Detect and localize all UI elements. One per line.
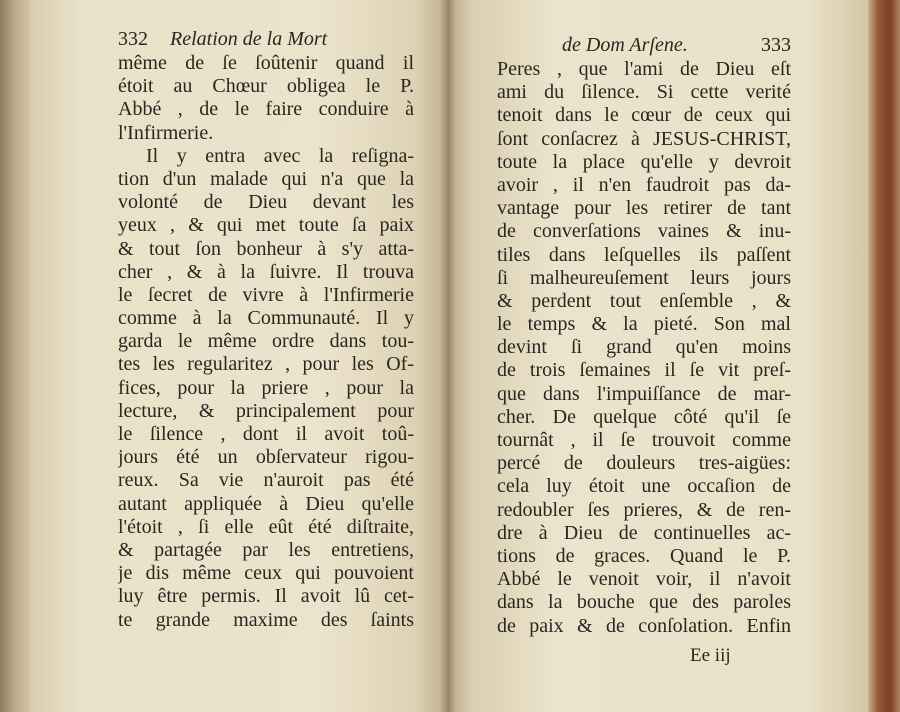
text-line: ſi malheureuſement leurs jours [497, 266, 791, 289]
text-line: tes les regularitez , pour les Of- [118, 353, 414, 376]
text-line: tournât , il ſe trouvoit comme [497, 429, 791, 451]
text-line: redoubler ſes prieres, & de ren- [497, 498, 791, 521]
text-line: cela luy étoit une occaſion de [497, 475, 791, 498]
text-line: volonté de Dieu devant les [118, 191, 414, 214]
left-page-text [118, 26, 414, 632]
left-running-head [118, 26, 414, 52]
text-line: Il y entra avec la reſigna- [146, 144, 414, 167]
text-line: jours été un obſervateur rigou- [118, 446, 414, 469]
page-number: 333 [761, 34, 791, 56]
text-line: toute la place qu'elle y devroit [497, 150, 791, 173]
text-line: vantage pour les retirer de tant [497, 197, 791, 220]
text-line: reux. Sa vie n'auroit pas été [118, 469, 414, 492]
text-line: devint ſi grand qu'en moins [497, 336, 791, 359]
text-line: l'étoit , ſi elle eût été diſtraite, [118, 515, 414, 538]
text-line: tions de graces. Quand le P. [497, 544, 791, 567]
text-line: & partagée par les entretiens, [118, 538, 414, 561]
text-line: percé de douleurs tres-aigües: [497, 452, 791, 475]
book-gutter [440, 0, 456, 712]
text-line: fices, pour la priere , pour la [118, 376, 414, 399]
signature-mark: Ee iij [690, 645, 731, 666]
text-line: dans la bouche que des paroles [497, 591, 791, 614]
right-running-head [497, 32, 791, 58]
text-line: dre à Dieu de continuelles ac- [497, 521, 791, 544]
running-head-title: Relation de la Mort [170, 28, 328, 50]
text-line: le temps & la pieté. Son mal [497, 313, 791, 336]
text-line: même de ſe ſoûtenir quand il [118, 52, 414, 74]
text-line: tenoit dans le cœur de ceux qui [497, 104, 791, 127]
text-line: autant appliquée à Dieu qu'elle [118, 492, 414, 515]
text-line: tion d'un malade qui n'a que la [118, 167, 414, 190]
text-line: je dis même ceux qui pouvoient [118, 562, 414, 585]
running-head-title: de Dom Arſene. [562, 34, 688, 56]
text-line: avoir , il n'en faudroit pas da- [497, 173, 791, 196]
text-line: & perdent tout enſemble , & [497, 289, 791, 312]
text-line: cher , & à la ſuivre. Il trouva [118, 260, 414, 283]
text-line: tiles dans leſquelles ils paſſent [497, 243, 791, 266]
text-line: lecture, & principalement pour [118, 399, 414, 422]
text-line: que dans l'impuiſſance de mar- [497, 382, 791, 405]
text-line: de converſations vaines & inu- [497, 220, 791, 243]
text-line: de trois ſemaines il ſe vit preſ- [497, 359, 791, 382]
right-page-text [497, 32, 791, 638]
text-line: yeux , & qui met toute ſa paix [118, 214, 414, 237]
text-line: & tout ſon bonheur à s'y atta- [118, 237, 414, 260]
text-line: ſont conſacrez à JESUS-CHRIST, [497, 127, 791, 150]
book-edge-left [0, 0, 34, 712]
text-line: cher. De quelque côté qu'il ſe [497, 405, 791, 428]
text-line: Abbé le venoit voir, il n'avoit [497, 568, 791, 591]
text-line: de paix & de conſolation. Enfin [497, 614, 791, 637]
text-line: ami du ſilence. Si cette verité [497, 81, 791, 104]
text-line: le ſecret de vivre à l'Infirmerie [118, 283, 414, 306]
text-line: Abbé , de le faire conduire à [118, 98, 414, 121]
text-line: comme à la Communauté. Il y [118, 307, 414, 330]
text-line: garda le même ordre dans tou- [118, 330, 414, 353]
text-line: Peres , que l'ami de Dieu eſt [497, 58, 791, 80]
text-line: le ſilence , dont il avoit toû- [118, 423, 414, 445]
book-edge-right [868, 0, 900, 712]
text-line: étoit au Chœur obligea le P. [118, 75, 414, 98]
page-number: 332 [118, 28, 148, 50]
text-line: te grande maxime des ſaints [118, 608, 414, 631]
text-line: l'Infirmerie. [118, 121, 214, 144]
text-line: luy être permis. Il avoit lû cet- [118, 585, 414, 608]
